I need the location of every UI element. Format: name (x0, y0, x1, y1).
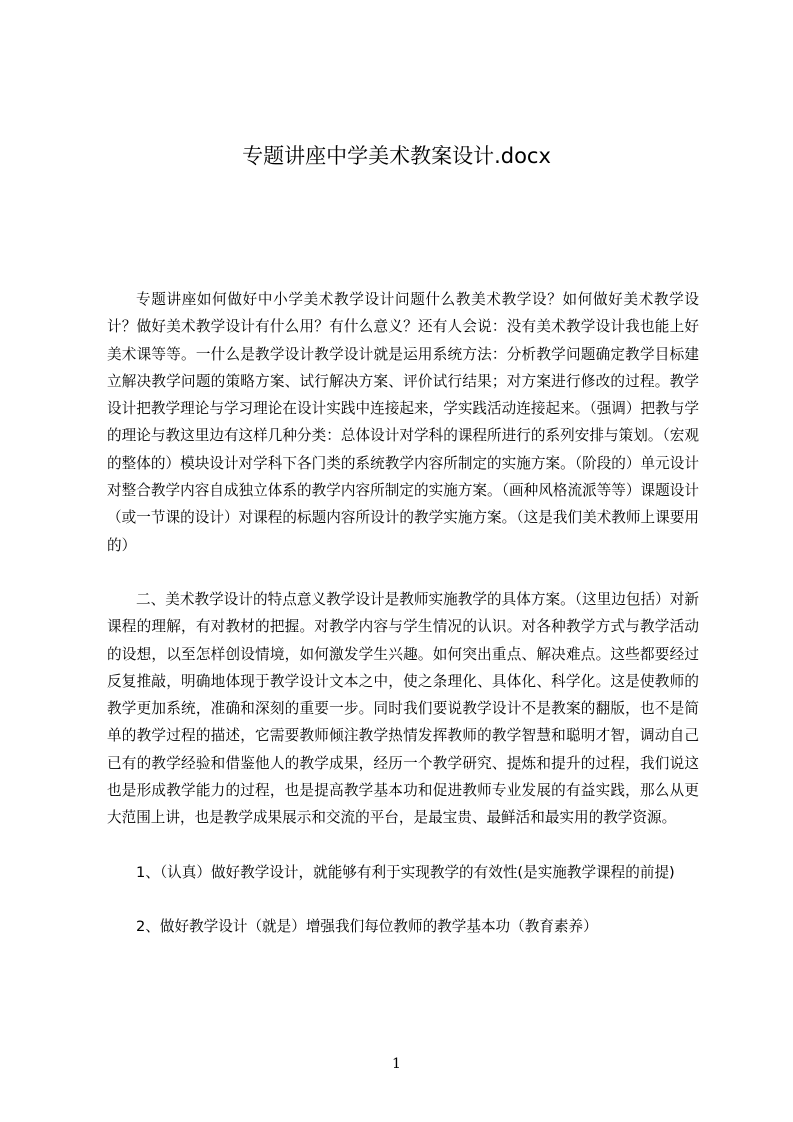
paragraph-section-two: 二、美术教学设计的特点意义教学设计是教师实施教学的具体方案。（这里边包括）对新课程的理解，有对教材的把握。对教学内容与学生情况的认识。对各种教学方式与教学活动的设想，以至怎样创设情境，如何激发学生兴趣。如何突出重点、解决难点。这些都要经过反复推敲，明确地体现于教学设计文本之中，使之条理化、具体化、科学化。这是使教师的教学更加系统，准确和深刻的重要一步。同时我们要说教学设计不是教案的翻版，也不是简单的教学过程的描述，它需要教师倾注教学热情发挥教师的教学智慧和聪明才智，调动自己已有的教学经验和借鉴他人的教学成果，经历一个教学研究、提炼和提升的过程，我们说这也是形成教学能力的过程，也是提高教学基本功和促进教师专业发展的有益实践，那么从更大范围上讲，也是教学成果展示和交流的平台，是最宝贵、最鲜活和最实用的教学资源。 (107, 590, 699, 827)
paragraph-spacer (107, 832, 699, 859)
paragraph-point-two: 2、做好教学设计（就是）增强我们每位教师的教学基本功（教育素养） (136, 917, 598, 935)
paragraph-spacer (107, 886, 699, 913)
document-title: 专题讲座中学美术教案设计.docx (242, 144, 551, 168)
paragraph-point-one: 1、（认真）做好教学设计，就能够有利于实现教学的有效性(是实施教学课程的前提) (136, 863, 675, 881)
page-number: 1 (392, 1056, 401, 1072)
paragraph-intro: 专题讲座如何做好中小学美术教学设计问题什么教美术教学设？如何做好美术教学设计？做好美术教学设计有什么用？有什么意义？还有人会说：没有美术教学设计我也能上好美术课等等。一什么是教学设计教学设计就是运用系统方法：分析教学问题确定教学目标建立解决教学问题的策略方案、试行解决方案、评价试行结果；对方案进行修改的过程。教学设计把教学理论与学习理论在设计实践中连接起来，学实践活动连接起来。（强调）把教与学的理论与教这里边有这样几种分类：总体设计对学科的课程所进行的系列安排与策划。（宏观的整体的）模块设计对学科下各门类的系统教学内容所制定的实施方案。（阶段的）单元设计对整合教学内容自成独立体系的教学内容所制定的实施方案。（画种风格流派等等）课题设计（或一节课的设计）对课程的标题内容所设计的教学实施方案。（这是我们美术教师上课要用的） (107, 291, 699, 554)
paragraph-spacer (107, 559, 699, 586)
document-body (107, 286, 699, 940)
